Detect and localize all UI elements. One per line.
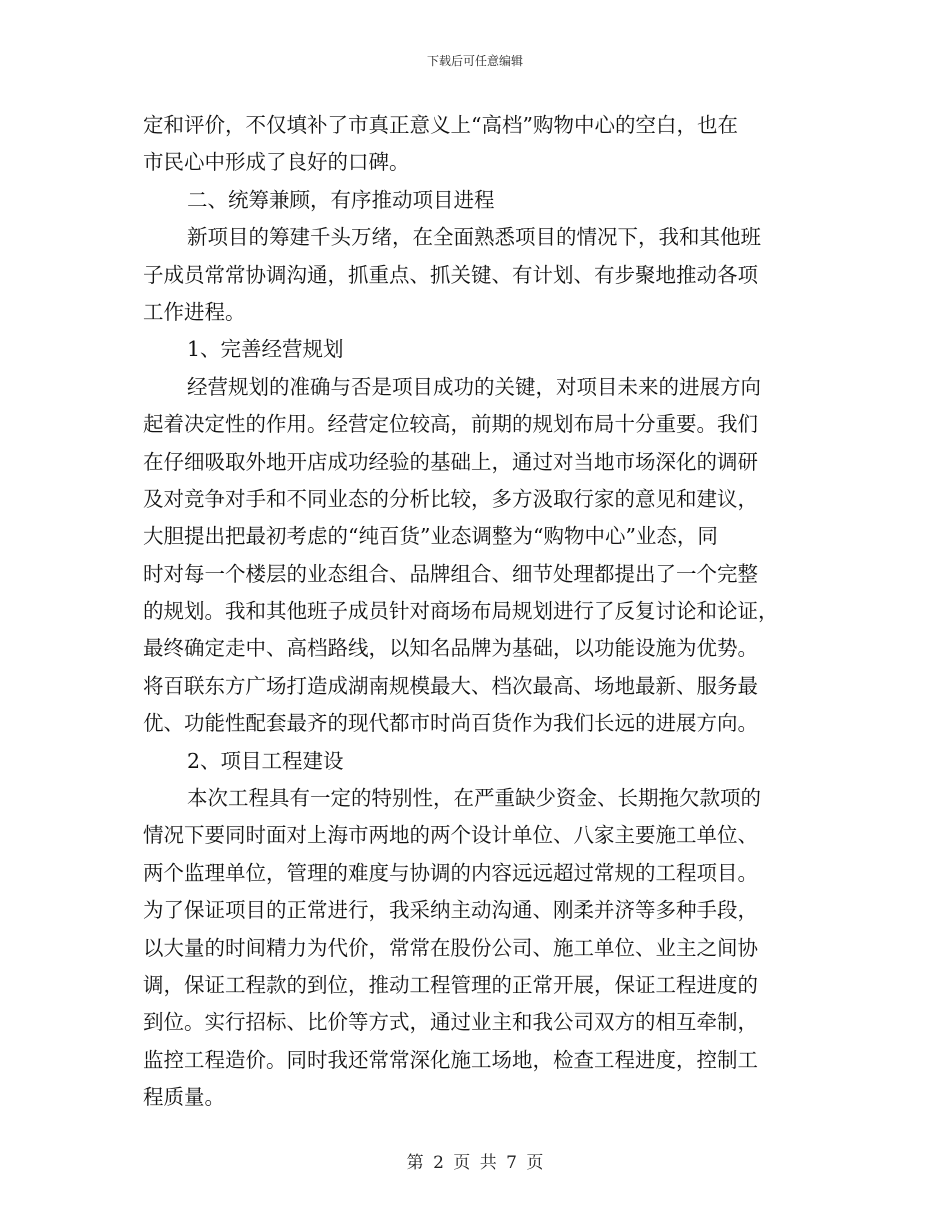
paragraph-line: 最终确定走中、高档路线，以知名品牌为基础，以功能设施为优势。: [143, 636, 758, 661]
paragraph-line: 到位。实行招标、比价等方式，通过业主和我公司双方的相互牵制，: [143, 1010, 758, 1035]
paragraph-line: 调，保证工程款的到位，推动工程管理的正常开展，保证工程进度的: [143, 972, 758, 997]
paragraph-line: 本次工程具有一定的特别性，在严重缺少资金、长期拖欠款项的: [187, 786, 761, 811]
paragraph-line: 优、功能性配套最齐的现代都市时尚百货作为我们长远的进展方向。: [143, 711, 758, 736]
paragraph-line: 及对竞争对手和不同业态的分析比较，多方汲取行家的意见和建议，: [143, 486, 758, 511]
paragraph-line: 子成员常常协调沟通，抓重点、抓关键、有计划、有步聚地推动各项: [143, 262, 758, 287]
paragraph-line: 新项目的筹建千头万绪，在全面熟悉项目的情况下，我和其他班: [187, 225, 761, 250]
paragraph-line: 定和评价，不仅填补了市真正意义上“高档”购物中心的空白，也在: [143, 113, 738, 137]
paragraph-line: 监控工程造价。同时我还常常深化施工场地，检查工程进度，控制工: [143, 1047, 758, 1072]
paragraph-line: 市民心中形成了良好的口碑。: [143, 150, 410, 175]
page-number-footer: 第 2 页 共 7 页: [406, 1153, 544, 1173]
paragraph-line: 以大量的时间精力为代价，常常在股份公司、施工单位、业主之间协: [143, 935, 758, 960]
paragraph-line: 将百联东方广场打造成湖南规模最大、档次最高、场地最新、服务最: [143, 673, 758, 698]
paragraph-line: 程质量。: [143, 1085, 225, 1110]
paragraph-line: 大胆提出把最初考虑的“纯百货”业态调整为“购物中心”业态，同: [143, 524, 718, 549]
paragraph-line: 情况下要同时面对上海市两地的两个设计单位、八家主要施工单位、: [143, 823, 758, 848]
paragraph-line: 在仔细吸取外地开店成功经验的基础上，通过对当地市场深化的调研: [143, 449, 758, 474]
paragraph-line: 为了保证项目的正常进行，我采纳主动沟通、刚柔并济等多种手段，: [143, 898, 758, 923]
document-body: [143, 107, 807, 1117]
paragraph-line: 时对每一个楼层的业态组合、品牌组合、细节处理都提出了一个完整: [143, 561, 758, 586]
section-heading: 1、完善经营规划: [187, 337, 344, 362]
page-header: 下载后可任意编辑: [426, 54, 523, 68]
paragraph-line: 经营规划的准确与否是项目成功的关键，对项目未来的进展方向: [187, 374, 761, 399]
section-heading: 二、统筹兼顾，有序推动项目进程: [187, 187, 495, 212]
section-heading: 2、项目工程建设: [187, 748, 344, 773]
paragraph-line: 工作进程。: [143, 299, 246, 324]
paragraph-line: 起着决定性的作用。经营定位较高，前期的规划布局十分重要。我们: [143, 412, 758, 437]
paragraph-line: 两个监理单位，管理的难度与协调的内容远远超过常规的工程项目。: [143, 860, 758, 885]
paragraph-line: 的规划。我和其他班子成员针对商场布局规划进行了反复讨论和论证，: [143, 599, 779, 624]
